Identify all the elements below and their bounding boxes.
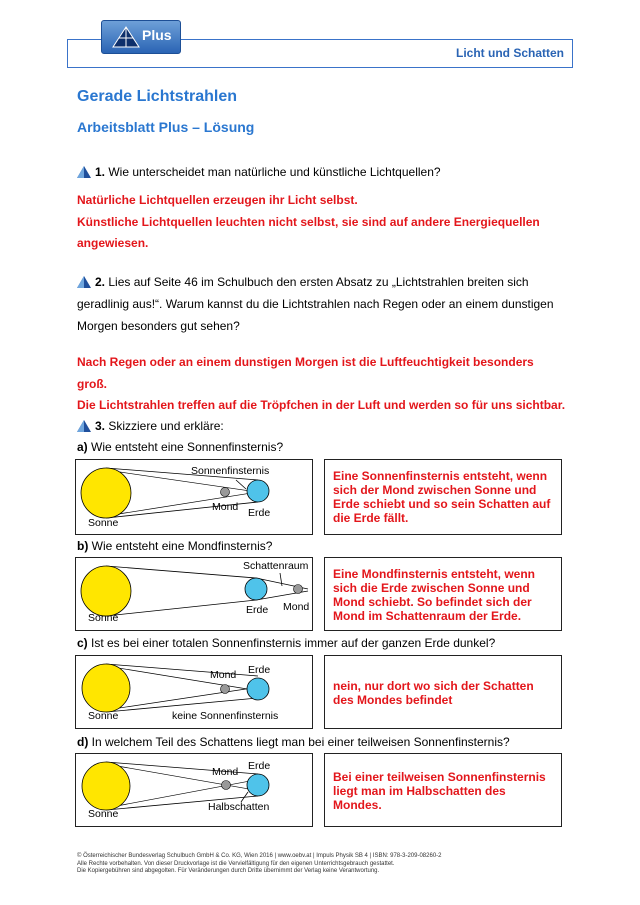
svg-text:Sonne: Sonne (88, 517, 119, 529)
answer-2 (77, 352, 567, 417)
moon-icon (221, 488, 230, 497)
svg-text:keine Sonnenfinsternis: keine Sonnenfinsternis (172, 710, 279, 722)
answer-line: Die Lichtstrahlen treffen auf die Tröpfchen in der Luft und werden so für uns sichtbar. (77, 398, 566, 412)
sun-icon (81, 468, 131, 518)
sun-icon (82, 664, 130, 712)
question-2 (77, 271, 567, 337)
page-subtitle: Arbeitsblatt Plus – Lösung (77, 119, 255, 135)
footer (77, 853, 557, 876)
earth-icon (247, 774, 269, 796)
answer-line: Künstliche Lichtquellen leuchten nicht selbst, sie sind auf andere Energiequellen (77, 214, 540, 229)
svg-text:Erde: Erde (246, 604, 269, 616)
diagram-partial-eclipse (75, 753, 313, 827)
plus-logo (101, 20, 181, 54)
question-text: geradlinig aus!“. Warum kannst du die Lichtstrahlen nach Regen oder an einem dunstigen (77, 297, 554, 311)
diagram-total-eclipse (75, 655, 313, 729)
subquestion-c: c) Ist es bei einer totalen Sonnenfinsternis immer auf der ganzen Erde dunkel? (77, 636, 496, 650)
subquestion-d: d) In welchem Teil des Schattens liegt man bei einer teilweisen Sonnenfinsternis? (77, 735, 510, 749)
answer-box-c: nein, nur dort wo sich der Schatten des Mondes befindet (324, 655, 562, 729)
pyramid-icon (77, 166, 91, 178)
page-title: Gerade Lichtstrahlen (77, 88, 238, 105)
svg-text:Erde: Erde (248, 760, 271, 772)
svg-text:Mond: Mond (210, 669, 237, 681)
answer-box-a: Eine Sonnenfinsternis entsteht, wenn sich der Mond zwischen Sonne und Erde schiebt und so sein Schatten auf die Erde fällt. (324, 459, 562, 535)
pyramid-icon (77, 420, 91, 432)
diagram-solar-eclipse (75, 459, 313, 535)
pyramid-icon (77, 276, 91, 288)
svg-text:Sonne: Sonne (88, 808, 119, 820)
answer-box-d: Bei einer teilweisen Sonnenfinsternis liegt man im Halbschatten des Mondes. (324, 753, 562, 827)
svg-text:Schattenraum: Schattenraum (243, 560, 309, 572)
moon-icon (221, 685, 230, 694)
footer-line: Alle Rechte vorbehalten. Von dieser Druckvorlage ist die Vervielfältigung für den eigenen Unterrichtsgebrauch gestattet. (77, 860, 395, 867)
question-text: Morgen besonders gut sehen? (77, 319, 240, 333)
header-title: Licht und Schatten (456, 46, 564, 60)
earth-icon (247, 678, 269, 700)
question-number: 3. (95, 419, 106, 433)
question-3 (77, 415, 567, 437)
svg-text:Sonne: Sonne (88, 612, 119, 624)
footer-line: Die Kopiergebühren sind abgegolten. Für Veränderungen durch Dritte übernimmt der Verlag keine Verantwortung. (77, 868, 380, 874)
question-number: 2. (95, 275, 106, 289)
subquestion-a: a) Wie entsteht eine Sonnenfinsternis? (77, 440, 284, 454)
svg-text:Erde: Erde (248, 664, 271, 676)
question-text: Lies auf Seite 46 im Schulbuch den ersten Absatz zu „Lichtstrahlen breiten sich (105, 275, 529, 289)
svg-text:Erde: Erde (248, 507, 271, 519)
svg-text:Halbschatten: Halbschatten (208, 801, 270, 813)
svg-text:Mond: Mond (283, 601, 310, 613)
sun-icon (82, 762, 130, 810)
sun-icon (81, 566, 131, 616)
svg-text:Mond: Mond (212, 766, 239, 778)
footer-line: © Österreichischer Bundesverlag Schulbuch GmbH & Co. KG, Wien 2016 | www.oebv.at | Impuls Physik SB 4 | ISBN: 978-3-209-08260-2 (77, 853, 442, 859)
question-number: 1. (95, 165, 106, 179)
answer-1 (77, 190, 567, 255)
svg-text:Mond: Mond (212, 501, 239, 513)
answer-box-b: Eine Mondfinsternis entsteht, wenn sich die Erde zwischen Sonne und Mond schiebt. So befindet sich der Mond im Schattenraum der Erde. (324, 557, 562, 631)
moon-icon (294, 585, 303, 594)
earth-icon (245, 578, 267, 600)
question-text: Skizziere und erkläre: (105, 419, 224, 433)
logo-text: Plus (142, 27, 172, 43)
diagram-lunar-eclipse (75, 557, 313, 631)
pyramid-icon (112, 26, 140, 48)
answer-line: angewiesen. (77, 236, 149, 250)
question-1 (77, 161, 567, 183)
answer-line: Nach Regen oder an einem dunstigen Morgen ist die Luftfeuchtigkeit besonders groß. (77, 355, 534, 391)
answer-line: Natürliche Lichtquellen erzeugen ihr Licht selbst. (77, 193, 358, 207)
subquestion-b: b) Wie entsteht eine Mondfinsternis? (77, 539, 273, 553)
earth-icon (247, 480, 269, 502)
svg-text:Sonnenfinsternis: Sonnenfinsternis (191, 465, 270, 477)
svg-text:Sonne: Sonne (88, 710, 119, 722)
moon-icon (222, 781, 231, 790)
question-text: Wie unterscheidet man natürliche und künstliche Lichtquellen? (105, 165, 441, 179)
